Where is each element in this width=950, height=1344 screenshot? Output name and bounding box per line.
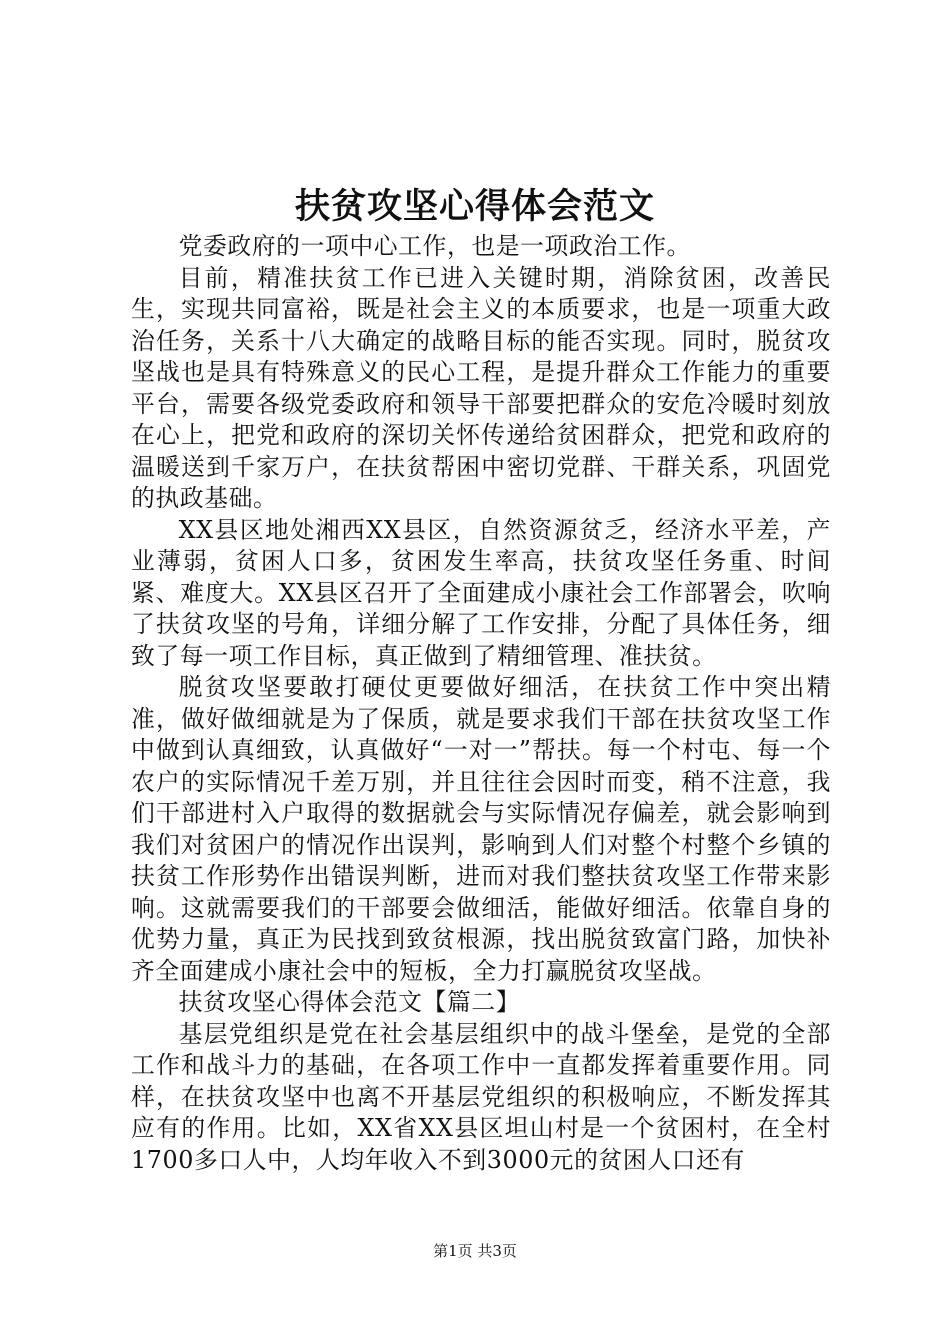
paragraph-detailed-work: 脱贫攻坚要敢打硬仗更要做好细活，在扶贫工作中突出精准，做好做细就是为了保质，就是要求我们干部在扶贫攻坚工作中做到认真细致，认真做好“一对一”帮扶。每一个村屯、每一个农户的实际情况千差万别，并且往往会因时而变，稍不注意，我们干部进村入户取得的数据就会与实际情况存偏差，就会影响到我们对贫困户的情况作出误判，影响到人们对整个村整个乡镇的扶贫工作形势作出错误判断，进而对我们整扶贫攻坚工作带来影响。这就需要我们的干部要会做细活，能做好细活。依靠自身的优势力量，真正为民找到致贫根源，找出脱贫致富门路，加快补齐全面建成小康社会中的短板，全力打赢脱贫攻坚战。 bbox=[131, 673, 831, 985]
document-body bbox=[131, 231, 831, 1176]
paragraph-county-overview: XX县区地处湘西XX县区，自然资源贫乏，经济水平差，产业薄弱，贫困人口多，贫困发生率高，扶贫攻坚任务重、时间紧、难度大。XX县区召开了全面建成小康社会工作部署会，吹响了扶贫攻坚的号角，详细分解了工作安排，分配了具体任务，细致了每一项工作目标，真正做到了精细管理、准扶贫。 bbox=[131, 515, 831, 670]
paragraph-grassroots-party: 基层党组织是党在社会基层组织中的战斗堡垒，是党的全部工作和战斗力的基础，在各项工作中一直都发挥着重要作用。同样，在扶贫攻坚中也离不开基层党组织的积极响应，不断发挥其应有的作用。比如，XX省XX县区坦山村是一个贫困村，在全村1700多口人中，人均年收入不到3000元的贫困人口还有 bbox=[131, 1019, 831, 1174]
page-number-footer: 第1页 共3页 bbox=[433, 1242, 517, 1260]
paragraph-precision-poverty: 目前，精准扶贫工作已进入关键时期，消除贫困，改善民生，实现共同富裕，既是社会主义的本质要求，也是一项重大政治任务，关系十八大确定的战略目标的能否实现。同时，脱贫攻坚战也是具有特殊意义的民心工程，是提升群众工作能力的重要平台，需要各级党委政府和领导干部要把群众的安危冷暖时刻放在心上，把党和政府的深切关怀传递给贫困群众，把党和政府的温暖送到千家万户，在扶贫帮困中密切党群、干群关系，巩固党的执政基础。 bbox=[131, 263, 831, 512]
paragraph-intro: 党委政府的一项中心工作，也是一项政治工作。 bbox=[178, 232, 691, 260]
section-heading-part-two: 扶贫攻坚心得体会范文【篇二】 bbox=[178, 988, 521, 1016]
document-title: 扶贫攻坚心得体会范文 bbox=[294, 187, 655, 227]
